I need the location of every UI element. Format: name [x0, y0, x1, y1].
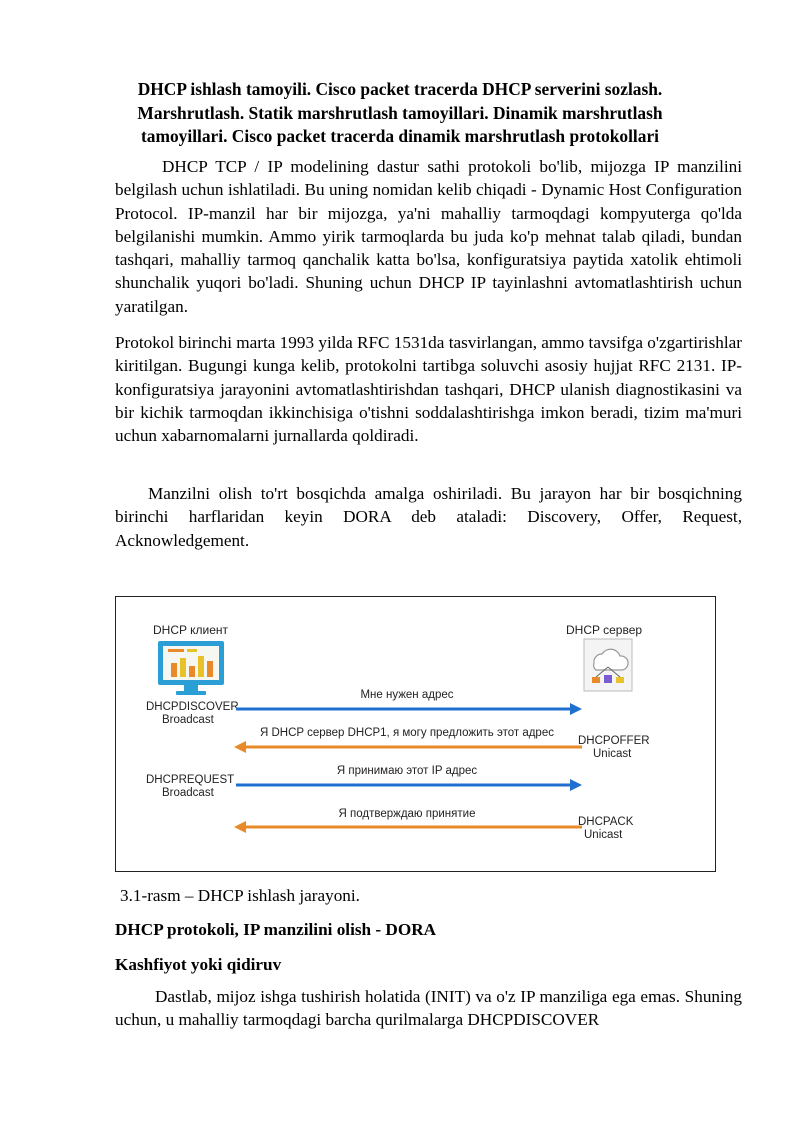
request-label: DHCPREQUEST: [146, 774, 235, 786]
page-title: DHCP ishlash tamoyili. Cisco packet tracerda DHCP serverini sozlash. Marshrutlash. Statik marshrutlash tamoyillari. Dinamik marshrutlash tamoyillari. Cisco packet tracerda dinamik marshrutlash protokollari: [137, 79, 663, 146]
arrow-discover: [236, 701, 584, 717]
msg-request: Я принимаю этот IP адрес: [336, 765, 478, 777]
arrow-offer: [232, 739, 584, 755]
arrow-request: [236, 777, 584, 793]
arrow-ack: [232, 819, 584, 835]
figure-caption: 3.1-rasm – DHCP ishlash jarayoni.: [120, 886, 360, 905]
ack-mode: Unicast: [584, 829, 623, 841]
client-label: DHCP клиент: [153, 623, 229, 637]
ack-label: DHCPACK: [578, 816, 634, 828]
server-cloud-icon: [582, 637, 636, 695]
discover-label: DHCPDISCOVER: [146, 701, 239, 713]
msg-discover: Мне нужен адрес: [360, 689, 454, 701]
paragraph-intro: DHCP TCP / IP modelining dastur sathi protokoli bo'lib, mijozga IP manzilini belgilash uchun ishlatiladi. Bu uning nomidan kelib chiqadi - Dynamic Host Configuration Protocol. IP-manzil har bir mijozga, ya'ni mahalliy tarmoqdagi kompyuterga qo'lda belgilanishi mumkin. Ammo yirik tarmoqlarda bu juda ko'p mehnat talab qiladi, bundan tashqari, mahalliy tarmoq qanchalik katta bo'lsa, konfiguratsiya paytida xatolik ehtimoli shunchalik yuqori bo'ladi. Shuning uchun DHCP IP tayinlashni avtomatlashtirish uchun yaratilgan.: [115, 157, 742, 316]
paragraph-history: Protokol birinchi marta 1993 yilda RFC 1531da tasvirlangan, ammo tavsifga o'zgartirishlar kiritilgan. Bugungi kunga kelib, protokolni tartibga soluvchi asosiy hujjat RFC 2131. IP-konfiguratsiya jarayonini avtomatlashtirishdan tashqari, DHCP ulanish diagnostikasini va bir kichik tarmoqdan ikkinchisiga o'tishni soddalashtirishga imkon beradi, tizim ma'muri uchun xabarnomalarni jurnallarda qoldiradi.: [115, 333, 742, 446]
discover-mode: Broadcast: [162, 714, 214, 726]
server-label: DHCP сервер: [566, 623, 643, 637]
offer-label: DHCPOFFER: [578, 735, 650, 747]
paragraph-discovery: Dastlab, mijoz ishga tushirish holatida (INIT) va o'z IP manziliga ega emas. Shuning uchun, u mahalliy tarmoqdagi barcha qurilmalarga DHCPDISCOVER: [115, 987, 742, 1030]
section-heading-discovery: Kashfiyot yoki qidiruv: [115, 955, 282, 974]
msg-offer: Я DHCP сервер DHCP1, я могу предложить этот адрес: [260, 727, 554, 739]
computer-monitor-icon: [156, 639, 228, 697]
msg-ack: Я подтверждаю принятие: [338, 808, 476, 820]
section-heading-dora: DHCP protokoli, IP manzilini olish - DORA: [115, 920, 437, 939]
dhcp-diagram: [115, 596, 716, 872]
offer-mode: Unicast: [593, 748, 632, 760]
paragraph-dora: Manzilni olish to'rt bosqichda amalga oshiriladi. Bu jarayon har bir bosqichning birinchi harflaridan keyin DORA deb ataladi: Discovery, Offer, Request, Acknowledgement.: [115, 484, 742, 550]
request-mode: Broadcast: [162, 787, 214, 799]
